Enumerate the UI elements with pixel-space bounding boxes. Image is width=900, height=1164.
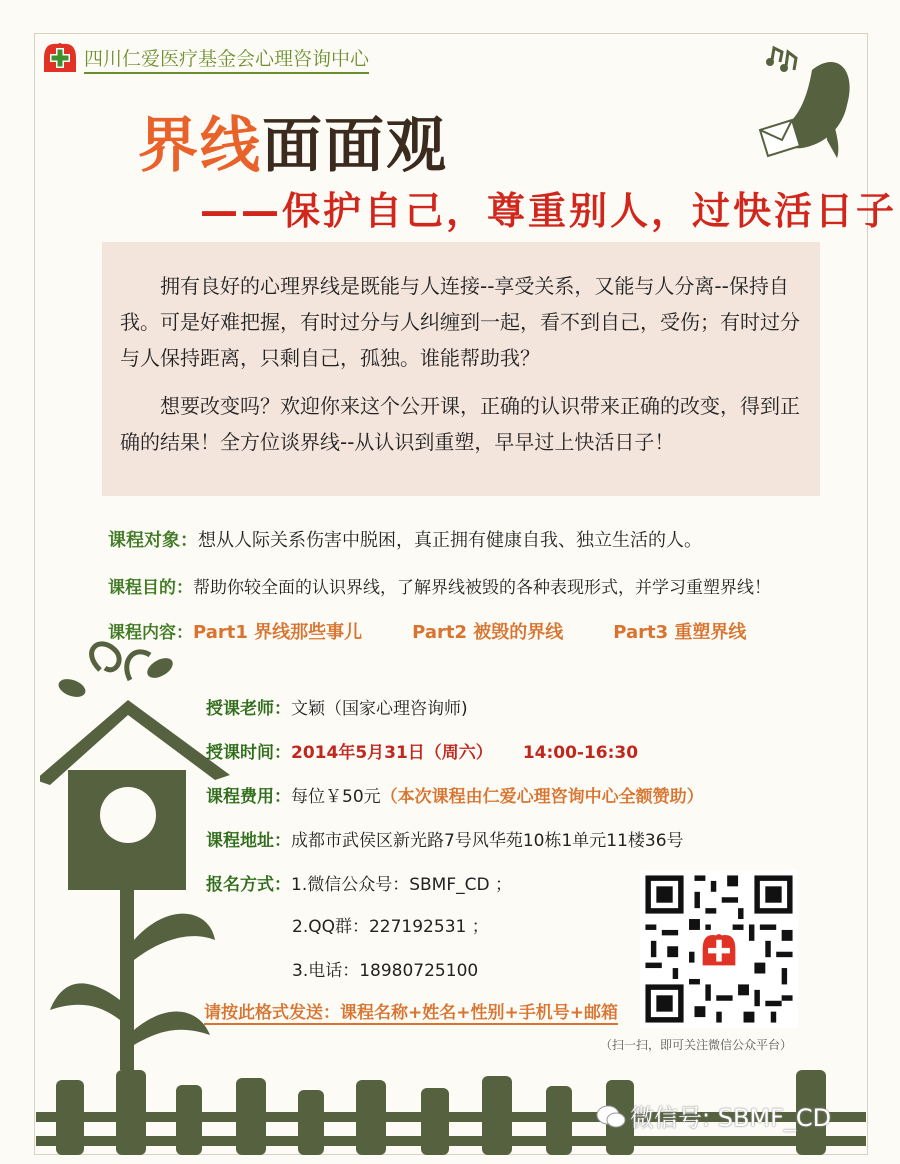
title-part1: 界线	[138, 111, 262, 181]
course-part1: Part1 界线那些事儿	[193, 622, 363, 643]
course-part2: Part2 被毁的界线	[412, 622, 564, 643]
time-row	[206, 738, 638, 763]
fee-value: 每位￥50元	[291, 787, 381, 807]
teacher-row	[206, 694, 468, 719]
teacher-value: 文颖（国家心理咨询师)	[291, 699, 468, 719]
wechat-watermark: 微信号: SBMF_CD	[630, 1104, 832, 1132]
course-part3: Part3 重塑界线	[613, 622, 747, 643]
signup-option-3: 3.电话：18980725100	[292, 961, 479, 981]
time-label: 授课时间：	[206, 743, 291, 763]
format-note-text: 请按此格式发送：课程名称+姓名+性别+手机号+邮箱	[204, 1003, 618, 1023]
format-note	[204, 998, 618, 1025]
teacher-label: 授课老师：	[206, 699, 291, 719]
subtitle: ——保护自己，尊重别人，过快活日子	[200, 189, 898, 233]
address-value: 成都市武侯区新光路7号风华苑10栋1单元11楼36号	[291, 831, 684, 851]
signup-option-1: 1.微信公众号：SBMF_CD ；	[291, 875, 512, 895]
wechat-icon	[596, 1104, 626, 1130]
course-target-label: 课程对象：	[108, 530, 198, 551]
hours-value: 14:00-16:30	[522, 743, 639, 763]
course-goal-label: 课程目的：	[108, 578, 193, 598]
intro-paragraph-2: 想要改变吗？欢迎你来这个公开课，正确的认识带来正确的改变，得到正确的结果！全方位谈界线--从认识到重塑，早早过上快活日子！	[120, 394, 800, 454]
course-goal-row	[108, 573, 771, 598]
organization-name: 四川仁爱医疗基金会心理咨询中心	[84, 44, 369, 74]
date-value: 2014年5月31日（周六）	[291, 743, 493, 763]
main-title	[138, 98, 448, 184]
course-target-row	[108, 526, 702, 552]
course-goal-value: 帮助你较全面的认识界线，了解界线被毁的各种表现形式，并学习重塑界线！	[193, 578, 771, 598]
qr-code-icon[interactable]	[640, 870, 798, 1028]
qr-caption: （扫一扫，即可关注微信公众平台）	[600, 1038, 793, 1052]
address-row	[206, 826, 684, 851]
signup-row	[206, 870, 512, 895]
intro-box	[102, 242, 820, 496]
heart-cross-logo-icon	[40, 38, 80, 78]
signup-option-2: 2.QQ群：227192531 ；	[292, 917, 489, 937]
fee-note: （本次课程由仁爱心理咨询中心全额赞助）	[380, 787, 704, 807]
signup-label: 报名方式：	[206, 875, 291, 895]
address-label: 课程地址：	[206, 831, 291, 851]
course-content-label: 课程内容：	[108, 623, 193, 643]
fee-label: 课程费用：	[206, 787, 291, 807]
course-target-value: 想从人际关系伤害中脱困，真正拥有健康自我、独立生活的人。	[198, 530, 702, 551]
title-part2: 面面观	[262, 111, 448, 181]
bird-with-letter-icon	[742, 40, 862, 170]
fee-row	[206, 782, 704, 807]
intro-paragraph-1: 拥有良好的心理界线是既能与人连接--享受关系，又能与人分离--保持自我。可是好难把握，有时过分与人纠缠到一起，看不到自己，受伤；有时过分与人保持距离，只剩自己，孤独。谁能帮助我？	[120, 274, 800, 370]
